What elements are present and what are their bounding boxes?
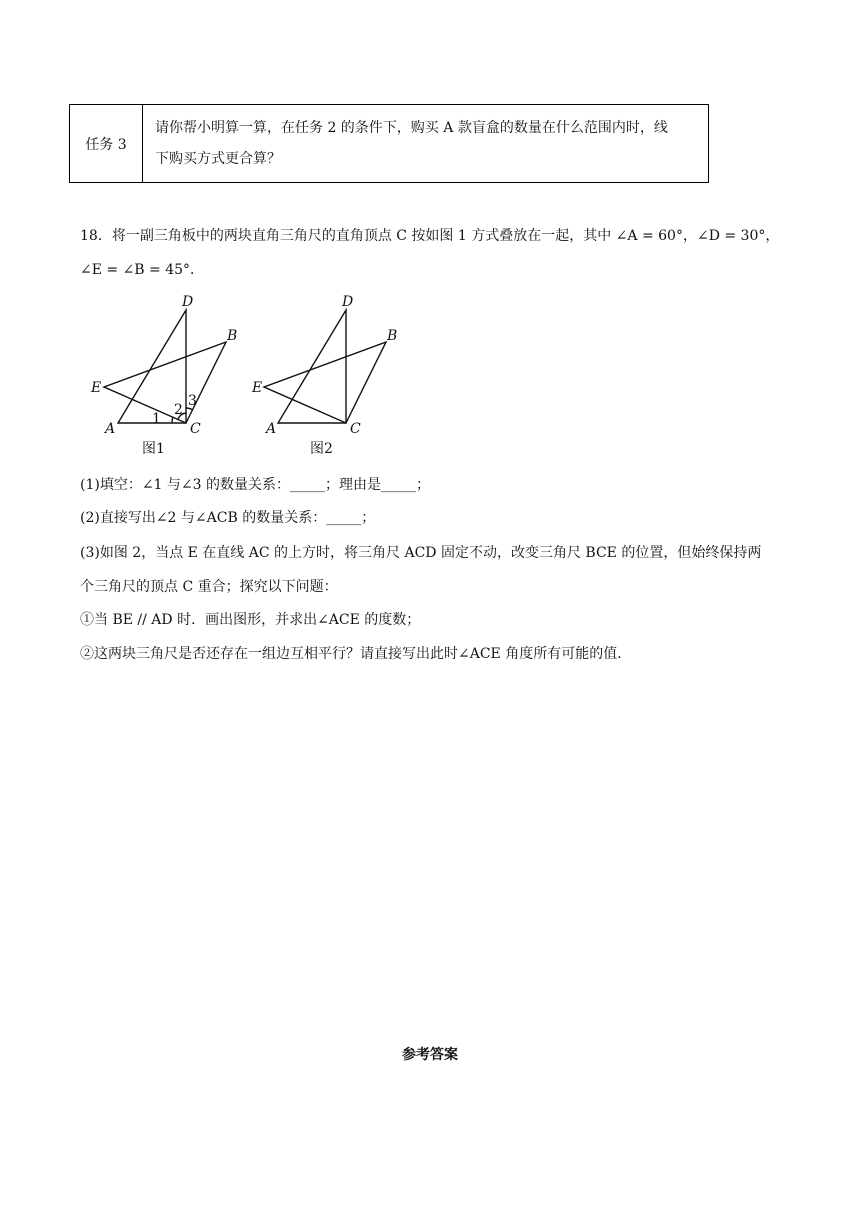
fig2-label-e: E [252, 380, 263, 396]
fig1-label-d: D [182, 294, 194, 310]
fig1-angle-1-arc [172, 417, 173, 423]
fig2-triangle-bce [264, 342, 386, 423]
fig1-label-e: E [91, 380, 102, 396]
fig2-triangle-acd [278, 310, 346, 423]
question18-intro-angles: ∠E = ∠B = 45°． [80, 262, 205, 278]
part2-relationship: (2)直接写出∠2 与∠ACB 的数量关系：_____； [80, 510, 376, 526]
fig1-label-angle-3: 3 [188, 393, 197, 409]
fig2-label-c: C [350, 421, 361, 437]
fig2-label-a: A [266, 421, 277, 437]
part1-fill-blank: (1)填空：∠1 与∠3 的数量关系：_____；理由是_____； [80, 477, 431, 493]
fig1-label-c: C [190, 421, 201, 437]
figure-1 [104, 310, 226, 423]
task3-line1: 请你帮小明算一算，在任务 2 的条件下，购买 A 款盲盒的数量在什么范围内时，线 [155, 119, 668, 136]
figure-2 [264, 310, 386, 423]
part3-line1: (3)如图 2，当点 E 在直线 AC 的上方时，将三角尺 ACD 固定不动，改变三角尺 BCE 的位置，但始终保持两 [80, 545, 762, 561]
figure-1-labels [90, 294, 237, 457]
part3-line2: 个三角尺的顶点 C 重合；探究以下问题： [80, 579, 338, 595]
question18-intro: 18．将一副三角板中的两块直角三角尺的直角顶点 C 按如图 1 方式叠放在一起，其中 ∠A = 60°，∠D = 30°， [80, 228, 780, 244]
fig2-label-d: D [342, 294, 354, 310]
task-table [69, 104, 709, 183]
fig1-triangle-bce [104, 342, 226, 423]
task3-label: 任务 3 [70, 105, 143, 183]
fig1-label-b: B [227, 328, 238, 344]
task3-line2: 下购买方式更合算？ [155, 150, 281, 167]
fig1-label-angle-1: 1 [152, 411, 161, 427]
fig2-caption: 图2 [310, 441, 333, 457]
figure-2-labels [251, 294, 397, 457]
part3-sub1: ①当 BE // AD 时．画出图形，并求出∠ACE 的度数； [80, 612, 421, 628]
fig1-label-angle-2: 2 [174, 402, 183, 418]
fig1-caption: 图1 [142, 441, 165, 457]
figure-diagrams [86, 290, 416, 460]
answer-key-title: 参考答案 [402, 1047, 458, 1063]
part3-sub2: ②这两块三角尺是否还存在一组边互相平行？请直接写出此时∠ACE 角度所有可能的值． [80, 646, 632, 662]
fig2-label-b: B [387, 328, 398, 344]
fig1-label-a: A [105, 421, 116, 437]
task3-content [143, 105, 709, 183]
task3-row [70, 105, 709, 183]
